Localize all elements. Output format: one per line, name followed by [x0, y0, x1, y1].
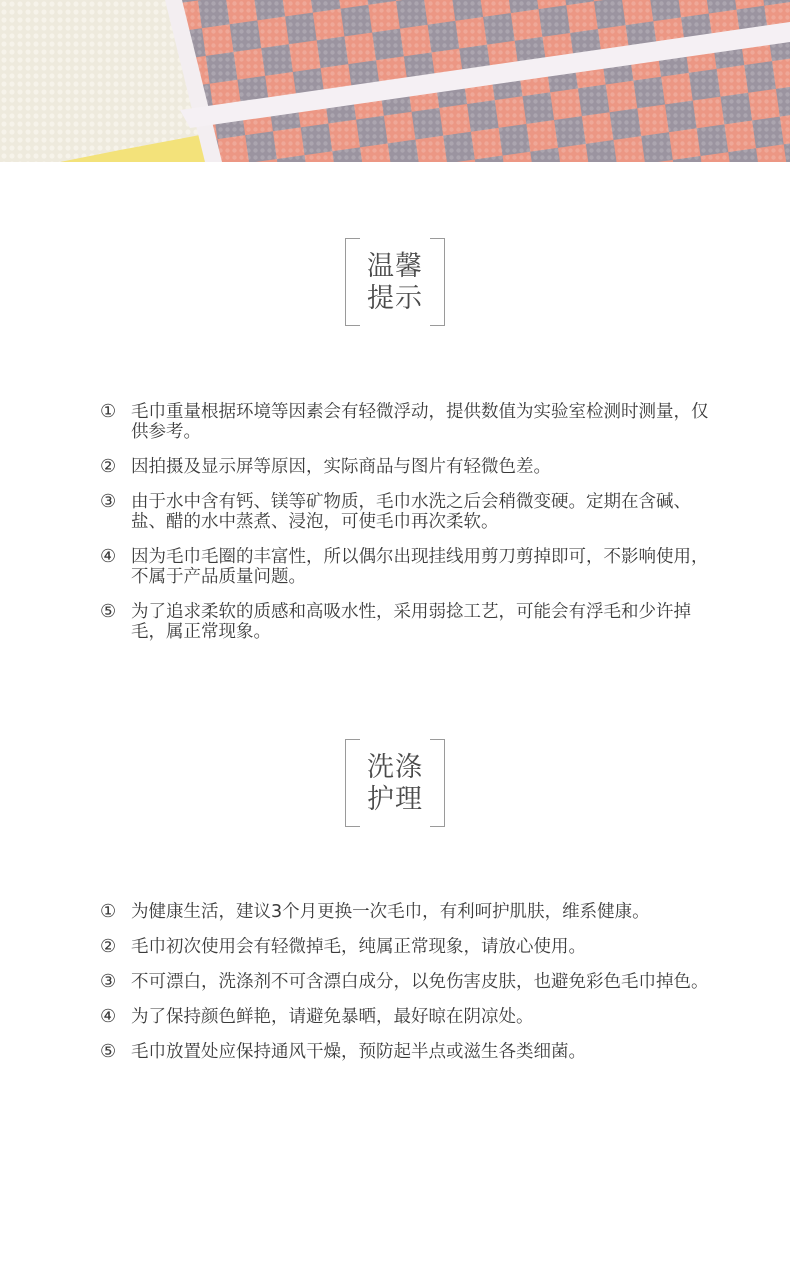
list-item — [100, 1007, 720, 1027]
item-text: 不可漂白，洗涤剂不可含漂白成分，以免伤害皮肤，也避免彩色毛巾掉色。 — [131, 972, 709, 992]
list-item — [100, 457, 720, 477]
item-text: 为了保持颜色鲜艳，请避免暴晒，最好晾在阴凉处。 — [131, 1007, 534, 1027]
towel-closeup-image — [0, 0, 790, 162]
list-item — [100, 1042, 720, 1062]
item-number: ② — [100, 936, 117, 957]
list-item — [100, 937, 720, 957]
item-number: ⑤ — [100, 601, 117, 622]
item-number: ① — [100, 901, 117, 922]
list-item — [100, 402, 720, 442]
section-title-warm-tips — [345, 238, 445, 326]
item-text: 因拍摄及显示屏等原因，实际商品与图片有轻微色差。 — [131, 457, 551, 477]
title-line-1: 温馨 — [367, 251, 423, 282]
title-line-1: 洗涤 — [367, 752, 423, 783]
item-number: ③ — [100, 491, 117, 512]
item-text: 毛巾放置处应保持通风干燥，预防起半点或滋生各类细菌。 — [131, 1042, 586, 1062]
item-number: ③ — [100, 971, 117, 992]
item-number: ② — [100, 456, 117, 477]
frame-corner — [345, 739, 360, 754]
item-text: 由于水中含有钙、镁等矿物质，毛巾水洗之后会稍微变硬。定期在含碱、盐、醋的水中蒸煮、浸泡，可使毛巾再次柔软。 — [131, 492, 691, 532]
list-item — [100, 547, 720, 587]
item-text: 为了追求柔软的质感和高吸水性，采用弱捻工艺，可能会有浮毛和少许掉毛，属正常现象。 — [131, 602, 691, 642]
item-number: ④ — [100, 1006, 117, 1027]
frame-corner — [430, 238, 445, 253]
item-text: 因为毛巾毛圈的丰富性，所以偶尔出现挂线用剪刀剪掉即可，不影响使用，不属于产品质量问题。 — [131, 547, 709, 587]
title-line-2: 护理 — [367, 784, 423, 815]
frame-corner — [345, 238, 360, 253]
item-number: ① — [100, 401, 117, 422]
item-text: 毛巾初次使用会有轻微掉毛，纯属正常现象，请放心使用。 — [131, 937, 586, 957]
warm-tips-list — [100, 402, 720, 657]
item-text: 毛巾重量根据环境等因素会有轻微浮动，提供数值为实验室检测时测量，仅供参考。 — [131, 402, 709, 442]
list-item — [100, 972, 720, 992]
wash-care-list — [100, 902, 720, 1077]
item-number: ④ — [100, 546, 117, 567]
title-line-2: 提示 — [367, 283, 423, 314]
list-item — [100, 492, 720, 532]
frame-corner — [430, 739, 445, 754]
item-text: 为健康生活，建议3个月更换一次毛巾，有利呵护肌肤，维系健康。 — [131, 902, 650, 922]
item-number: ⑤ — [100, 1041, 117, 1062]
list-item — [100, 902, 720, 922]
list-item — [100, 602, 720, 642]
section-title-wash-care — [345, 739, 445, 827]
